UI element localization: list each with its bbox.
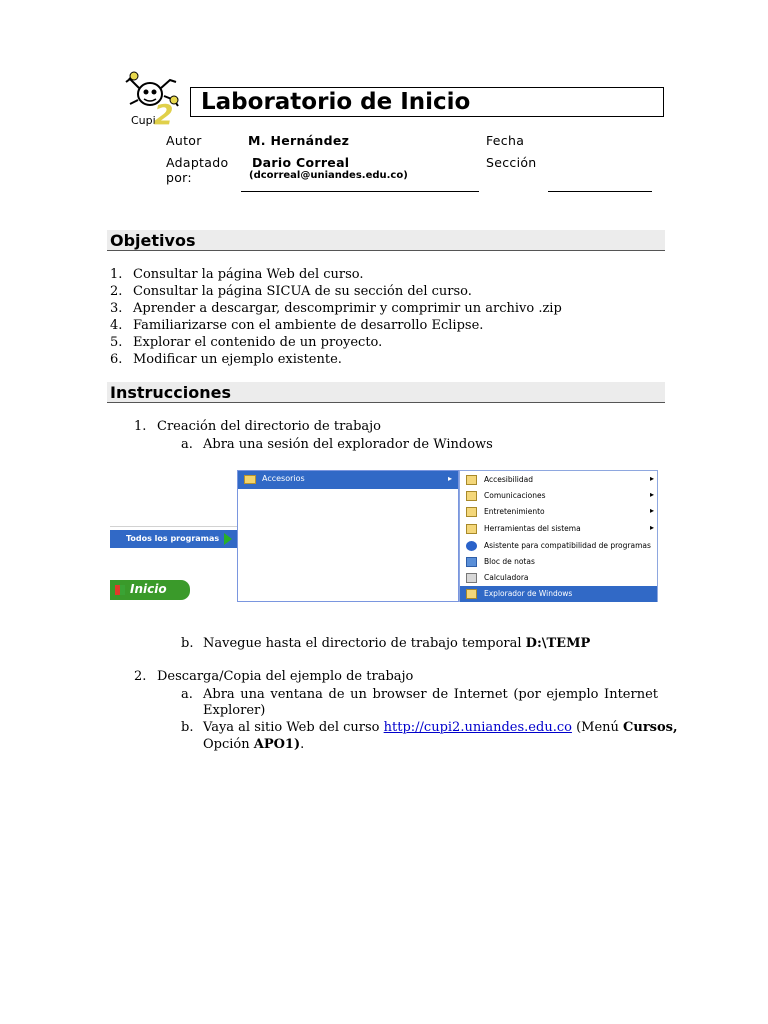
step1b-text: Navegue hasta el directorio de trabajo temporal D:\TEMP — [203, 636, 591, 651]
folder-icon — [466, 507, 477, 517]
autor-label: Autor — [166, 133, 202, 148]
submenu-item-selected[interactable]: Explorador de Windows — [460, 586, 657, 602]
step2b-letter: b. — [181, 720, 194, 735]
adaptado-underline — [241, 191, 479, 192]
step1-num: 1. — [134, 419, 147, 434]
adaptado-label: Adaptado — [166, 155, 229, 170]
chevron-right-icon: ▸ — [448, 474, 453, 483]
adaptado-email: (dcorreal@uniandes.edu.co) — [249, 170, 408, 181]
submenu-item[interactable]: Comunicaciones ▸ — [460, 488, 657, 504]
submenu-item[interactable]: Bloc de notas — [460, 554, 657, 570]
section-objetivos — [107, 230, 665, 251]
arrow-right-icon — [224, 533, 232, 545]
step2a-letter: a. — [181, 687, 193, 702]
submenu-item[interactable]: Herramientas del sistema ▸ — [460, 521, 657, 537]
help-icon — [466, 541, 477, 551]
folder-icon — [244, 475, 256, 484]
logo-number: 2 — [154, 98, 174, 131]
chevron-right-icon: ▸ — [650, 523, 655, 532]
step1-text: Creación del directorio de trabajo — [157, 419, 381, 434]
submenu-item[interactable]: Accesibilidad ▸ — [460, 472, 657, 488]
step1a-text: Abra una sesión del explorador de Windows — [203, 437, 493, 452]
logo-text: Cupi — [131, 114, 156, 127]
step2a-text-line1: Abra una ventana de un browser de Internet (por ejemplo Internet — [203, 687, 658, 702]
inicio-button[interactable]: Inicio — [110, 580, 190, 600]
step2b-text-line2: Opción APO1). — [203, 737, 305, 752]
folder-icon — [466, 524, 477, 534]
step2-num: 2. — [134, 669, 147, 684]
submenu-item[interactable]: Asistente para compatibilidad de programas — [460, 538, 657, 554]
submenu-item[interactable]: Calculadora — [460, 570, 657, 586]
temp-path: D:\TEMP — [525, 636, 591, 651]
accesorios-submenu — [459, 470, 658, 602]
todos-los-programas-item[interactable]: Todos los programas — [110, 530, 237, 548]
notepad-icon — [466, 557, 477, 567]
fecha-label: Fecha — [486, 133, 525, 148]
page-title: Laboratorio de Inicio — [201, 89, 471, 115]
step2-text: Descarga/Copia del ejemplo de trabajo — [157, 669, 414, 684]
accesorios-item[interactable]: Accesorios ▸ — [238, 471, 458, 489]
submenu-item[interactable]: Entretenimiento ▸ — [460, 504, 657, 520]
folder-icon — [466, 589, 477, 599]
chevron-right-icon: ▸ — [650, 490, 655, 499]
chevron-right-icon: ▸ — [650, 506, 655, 515]
start-menu-screenshot — [110, 470, 658, 602]
step1a-letter: a. — [181, 437, 193, 452]
step2a-text-line2: Explorer) — [203, 703, 266, 718]
programs-menu — [237, 470, 459, 602]
seccion-label: Sección — [486, 155, 537, 170]
folder-icon — [466, 491, 477, 501]
step1b-letter: b. — [181, 636, 194, 651]
chevron-right-icon: ▸ — [650, 474, 655, 483]
section-heading: Objetivos — [110, 231, 196, 250]
section-instrucciones — [107, 382, 665, 403]
folder-icon — [466, 475, 477, 485]
course-url-link[interactable]: http://cupi2.uniandes.edu.co — [383, 720, 572, 735]
windows-logo-icon — [115, 585, 125, 595]
section-heading: Instrucciones — [110, 383, 232, 402]
step2b-text-line1: Vaya al sitio Web del curso http://cupi2.uniandes.edu.co (Menú Cursos, — [203, 720, 678, 735]
title-box — [190, 87, 664, 117]
seccion-underline — [548, 191, 652, 192]
adaptado-value: Dario Correal — [252, 155, 350, 170]
adaptado-por-label: por: — [166, 170, 192, 185]
autor-value: M. Hernández — [248, 133, 350, 148]
calculator-icon — [466, 573, 477, 583]
